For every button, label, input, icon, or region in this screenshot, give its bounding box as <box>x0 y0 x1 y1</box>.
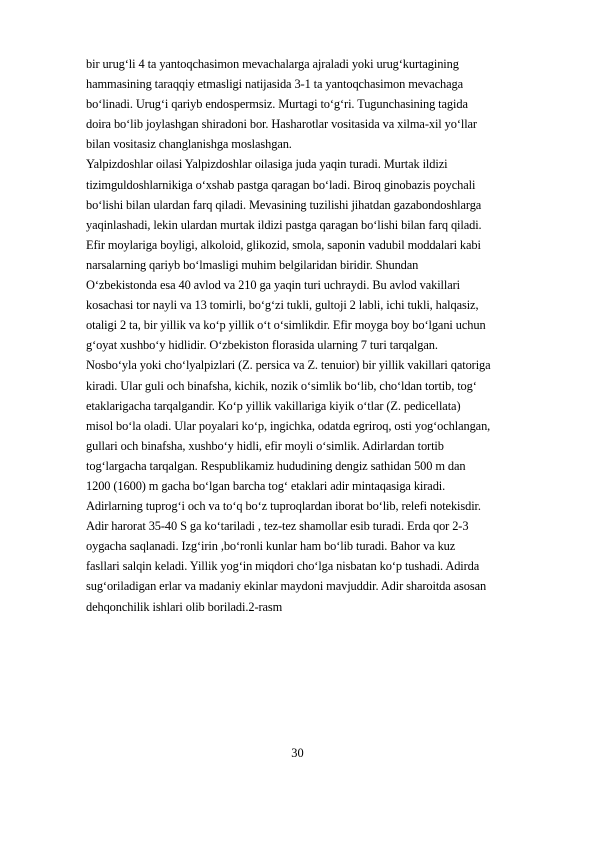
text-line: g‘oyat xushbo‘y hidlidir. O‘zbekiston florasida ularning 7 turi tarqalgan. <box>86 338 438 353</box>
text-line: fasllari salqin keladi. Yillik yog‘in miqdori cho‘lga nisbatan ko‘p tushadi. Adirda <box>86 559 480 574</box>
text-line: tog‘largacha tarqalgan. Respublikamiz hududining dengiz sathidan 500 m dan <box>86 458 466 473</box>
text-line: Adir harorat 35-40 S ga ko‘tariladi , tez-tez shamollar esib turadi. Erda qor 2-3 <box>86 519 469 534</box>
text-line: Nosbo‘yla yoki cho‘lyalpizlari (Z. persica va Z. tenuior) bir yillik vakillari qatoriga <box>86 358 491 373</box>
text-line: hammasining taraqqiy etmasligi natijasida 3-1 ta yantoqchasimon mevachaga <box>86 77 464 92</box>
page-body-text <box>86 54 556 617</box>
text-line: tizimguldoshlarnikiga o‘xshab pastga qaragan bo‘ladi. Biroq ginobazis poychali <box>86 177 476 192</box>
text-line: bilan vositasiz changlanishga moslashgan. <box>86 137 292 152</box>
text-line: sug‘oriladigan erlar va madaniy ekinlar maydoni mavjuddir. Adir sharoitda asosan <box>86 579 487 594</box>
text-line: narsalarning qariyb bo‘lmasligi muhim belgilaridan biridir. Shundan <box>86 257 419 272</box>
text-line: kiradi. Ular guli och binafsha, kichik, nozik o‘simlik bo‘lib, cho‘ldan tortib, tog‘ <box>86 378 477 393</box>
text-line: etaklarigacha tarqalgandir. Ko‘p yillik vakillariga kiyik o‘tlar (Z. pedicellata) <box>86 398 461 413</box>
text-line: 1200 (1600) m gacha bo‘lgan barcha tog‘ etaklari adir mintaqasiga kiradi. <box>86 478 446 493</box>
text-line: misol bo‘la oladi. Ular poyalari ko‘p, ingichka, odatda egriroq, osti yog‘ochlangan, <box>86 418 491 433</box>
text-line: gullari och binafsha, xushbo‘y hidli, efir moyli o‘simlik. Adirlardan tortib <box>86 438 444 453</box>
page-number: 30 <box>291 746 304 760</box>
text-line: doira bo‘lib joylashgan shiradoni bor. Hasharotlar vositasida va xilma-xil yo‘llar <box>86 117 477 132</box>
text-line: yaqinlashadi, lekin ulardan murtak ildizi pastga qaragan bo‘lishi bilan farq qiladi. <box>86 217 482 232</box>
text-line: bir urug‘li 4 ta yantoqchasimon mevachalarga ajraladi yoki urug‘kurtagining <box>86 57 459 71</box>
text-line: bo‘linadi. Urug‘i qariyb endospermsiz. Murtagi to‘g‘ri. Tugunchasining tagida <box>86 97 468 112</box>
text-line: Adirlarning tuprog‘i och va to‘q bo‘z tuproqlardan iborat bo‘lib, relefi notekisdir. <box>86 499 481 514</box>
text-line: kosachasi tor nayli va 13 tomirli, bo‘g‘zi tukli, gultoji 2 labli, ichi tukli, halqasiz, <box>86 298 479 313</box>
text-line: otaligi 2 ta, bir yillik va ko‘p yillik o‘t o‘simlikdir. Efir moyga boy bo‘lgani uchun <box>86 318 486 333</box>
text-line: Efir moylariga boyligi, alkoloid, glikozid, smola, saponin vadubil moddalari kabi <box>86 237 481 252</box>
text-line: O‘zbekistonda esa 40 avlod va 210 ga yaqin turi uchraydi. Bu avlod vakillari <box>86 278 460 293</box>
text-line: dehqonchilik ishlari olib boriladi.2-rasm <box>86 599 283 614</box>
text-line: bo‘lishi bilan ulardan farq qiladi. Mevasining tuzilishi jihatdan gazabondoshlarga <box>86 197 482 212</box>
text-line: Yalpizdoshlar oilasi Yalpizdoshlar oilasiga juda yaqin turadi. Murtak ildizi <box>86 157 448 172</box>
text-line: oygacha saqlanadi. Izg‘irin ,bo‘ronli kunlar ham bo‘lib turadi. Bahor va kuz <box>86 539 456 554</box>
